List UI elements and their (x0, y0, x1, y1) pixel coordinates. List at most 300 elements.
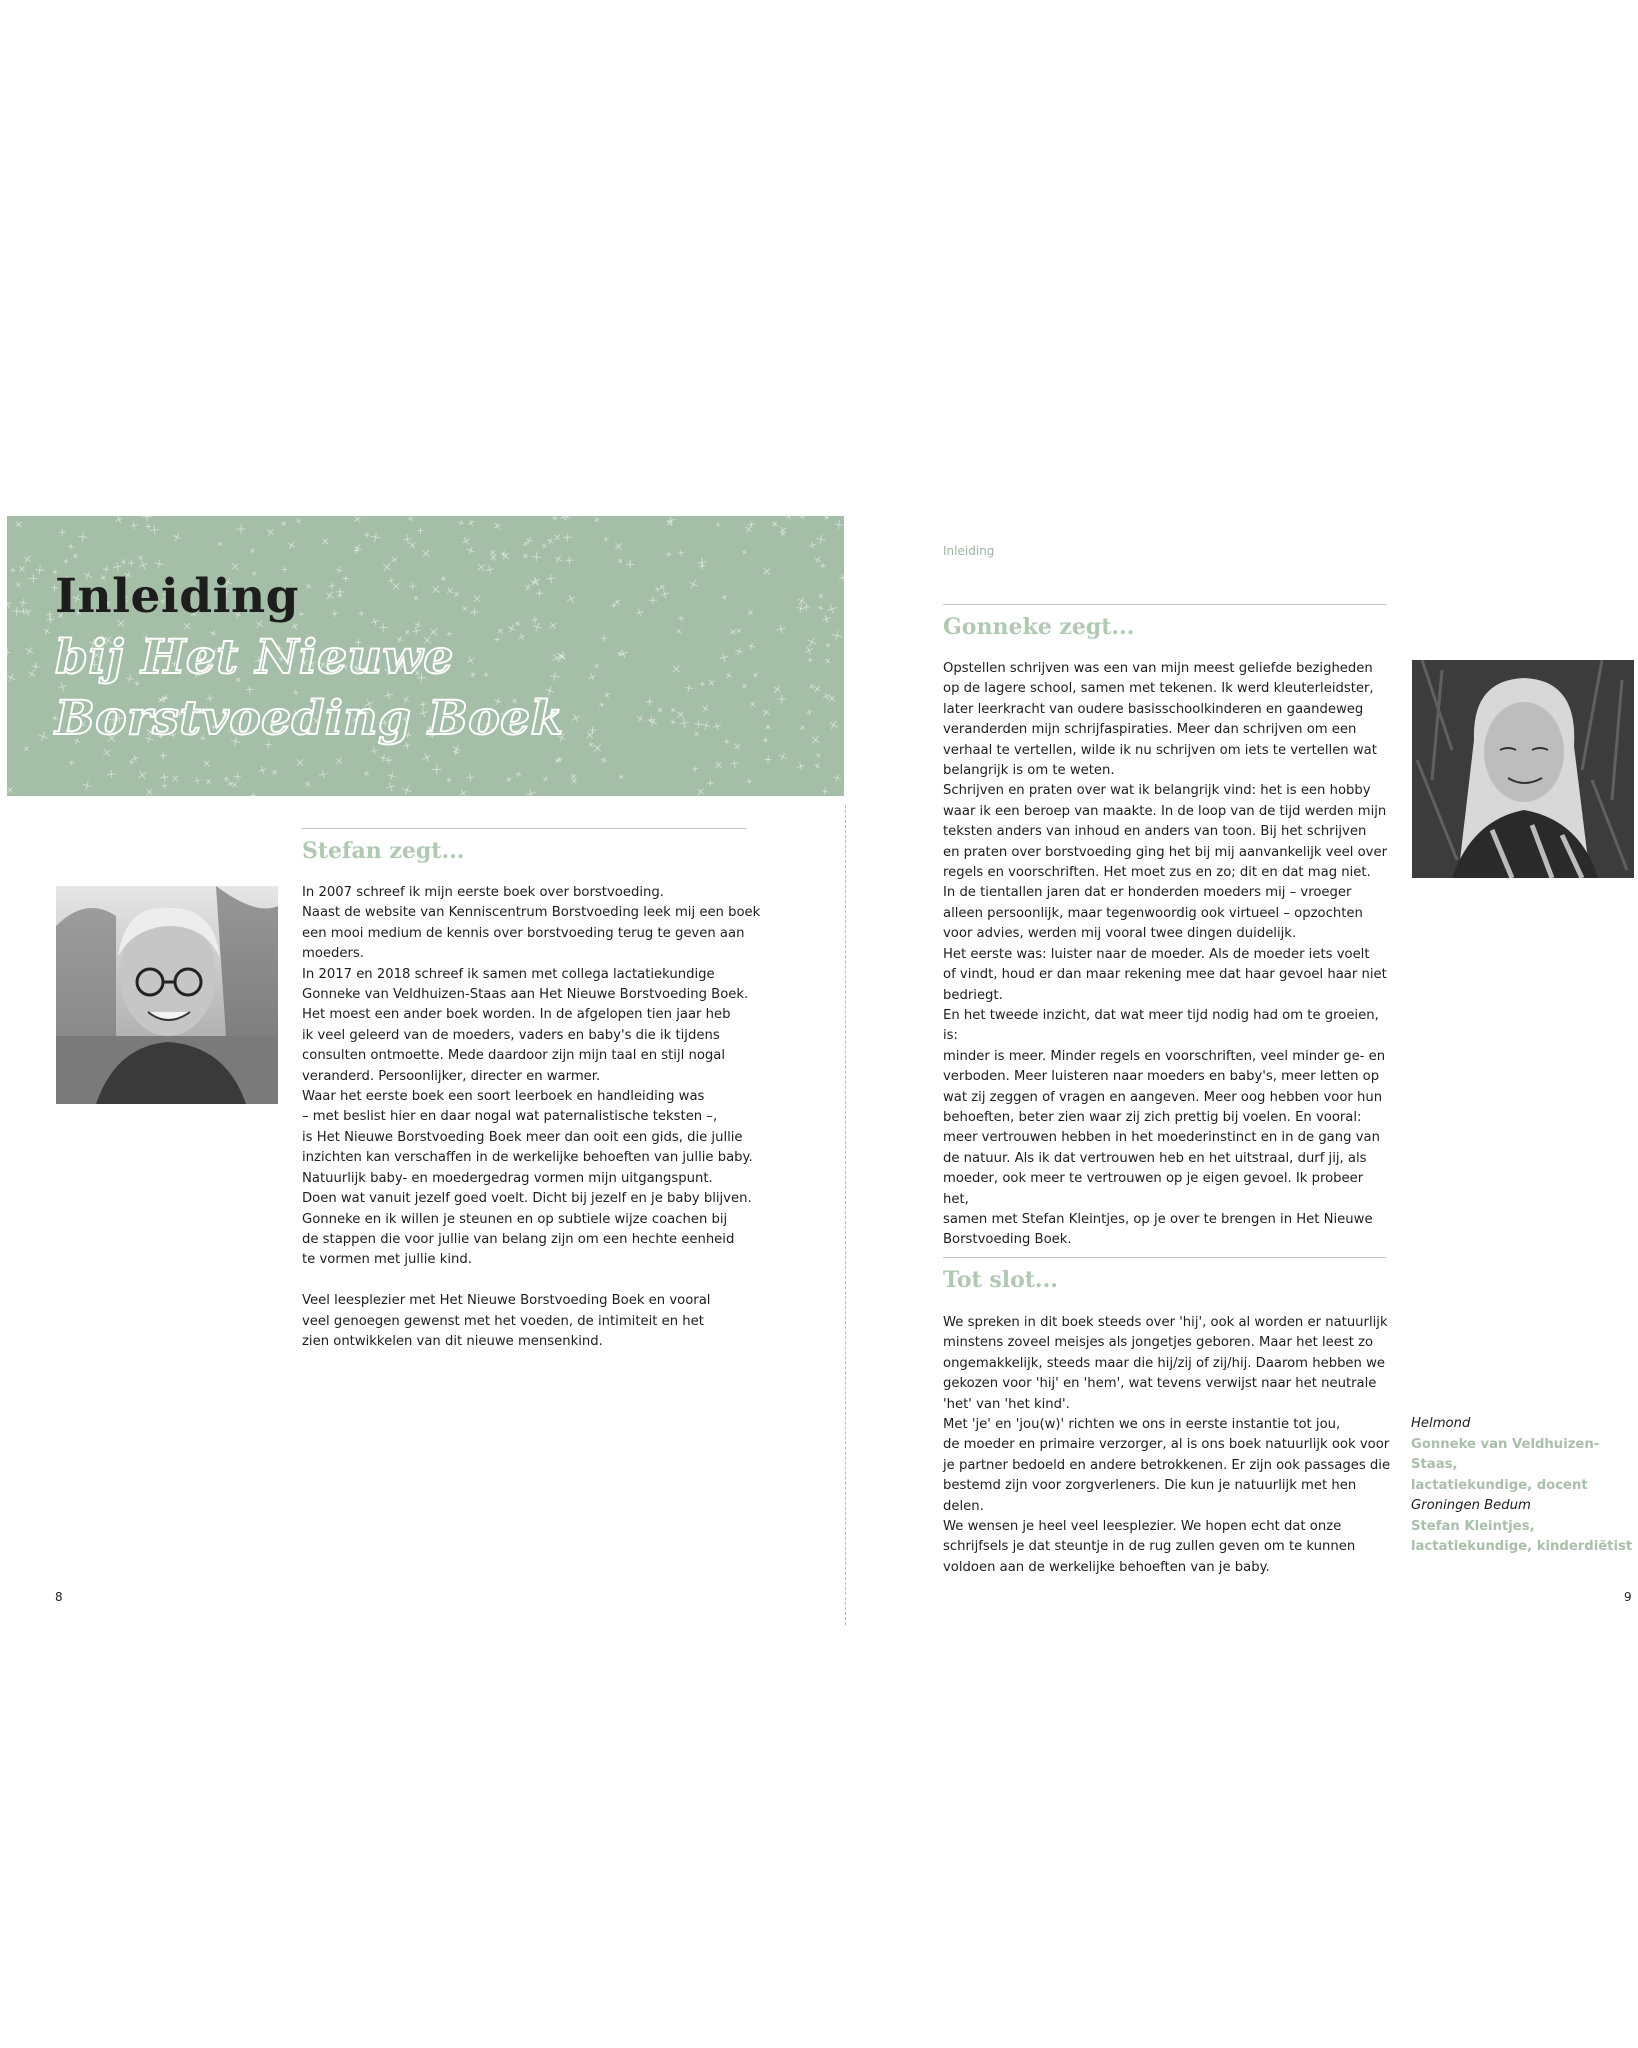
sparkle-mark (587, 741, 595, 749)
page-number-left: 8 (55, 1590, 63, 1604)
sparkle-mark (352, 516, 363, 525)
sparkle-mark (693, 730, 700, 737)
sparkle-mark (107, 770, 116, 779)
sparkle-mark (732, 742, 742, 752)
text-line: wat zij zeggen of vragen en aangeven. Meer oog hebben voor hun (943, 1089, 1383, 1105)
sparkle-mark (570, 776, 579, 785)
sparkle-mark (26, 668, 38, 680)
gonneke-portrait-photo (1412, 660, 1634, 878)
sparkle-mark (14, 581, 22, 589)
sparkle-mark (458, 788, 469, 796)
sparkle-mark (68, 759, 74, 765)
text-line: veel genoegen gewenst met het voeden, de intimiteit en het (302, 1313, 704, 1329)
sparkle-mark (654, 586, 661, 593)
sparkle-mark (202, 758, 212, 768)
text-line: Gonneke en ik willen je steunen en op subtiele wijze coachen bij (302, 1211, 728, 1227)
sparkle-mark (320, 536, 331, 547)
text-line: een mooi medium de kennis over borstvoeding terug te geven aan (302, 925, 745, 941)
sparkle-mark (634, 607, 644, 617)
sparkle-mark (779, 530, 786, 537)
text-line: Met 'je' en 'jou(w)' richten we ons in eerste instantie tot jou, (943, 1417, 1341, 1433)
sparkle-mark (692, 766, 698, 772)
text-line: belangrijk is om te weten. (943, 763, 1115, 779)
sparkle-mark (764, 755, 772, 763)
sparkle-mark (784, 516, 794, 522)
portrait-photo-icon (56, 886, 278, 1104)
sparkle-mark (593, 516, 601, 524)
sparkle-mark (18, 598, 28, 608)
stefan-text (302, 883, 772, 1352)
sparkle-mark (796, 761, 806, 771)
sparkle-mark (248, 547, 256, 555)
text-line: voor advies, werden mij vooral twee dingen duidelijk. (943, 926, 1297, 942)
sparkle-mark (677, 549, 685, 557)
sparkle-mark (505, 776, 512, 783)
text-line: inzichten kan verschaffen in de werkelijke behoeften van jullie baby. (302, 1150, 753, 1166)
sparkle-mark (817, 592, 825, 600)
sparkle-mark (551, 516, 558, 522)
sparkle-mark (730, 759, 740, 769)
sparkle-mark (417, 527, 424, 534)
text-line: We wensen je heel veel leesplezier. We hopen echt dat onze (943, 1519, 1342, 1535)
sparkle-mark (71, 552, 79, 560)
sparkle-mark (798, 516, 807, 521)
sparkle-mark (740, 548, 748, 556)
signature-place: Groningen Bedum (1411, 1498, 1531, 1513)
sparkle-mark (128, 759, 135, 766)
text-line: meer vertrouwen hebben in het moederinstinct en in de gang van (943, 1130, 1380, 1146)
sparkle-mark (251, 793, 256, 796)
text-line: je partner bedoeld en andere betrokkenen. Er zijn ook passages die (943, 1457, 1391, 1473)
sparkle-mark (820, 563, 826, 569)
title-line-1: Inleiding (55, 569, 300, 624)
sparkle-mark (466, 773, 475, 782)
text-line: 'het' van 'het kind'. (943, 1396, 1070, 1412)
text-line: Het eerste was: luister naar de moeder. Als de moeder iets voelt (943, 946, 1370, 962)
sparkle-mark (545, 536, 555, 546)
sparkle-mark (22, 744, 31, 753)
gonneke-text (943, 659, 1393, 1251)
sparkle-mark (747, 642, 755, 650)
sparkle-mark (812, 554, 823, 565)
sparkle-mark (678, 615, 684, 621)
sparkle-mark (701, 720, 712, 731)
sparkle-mark (808, 541, 817, 550)
sparkle-mark (587, 672, 598, 683)
sparkle-mark (31, 662, 40, 671)
sparkle-mark (724, 671, 733, 680)
sparkle-mark (603, 691, 611, 699)
sparkle-mark (407, 540, 417, 550)
sparkle-mark (14, 519, 24, 529)
sparkle-mark (233, 772, 242, 781)
sparkle-mark (553, 553, 564, 564)
sparkle-mark (740, 682, 748, 690)
sparkle-mark (666, 551, 672, 557)
sparkle-mark (130, 521, 138, 529)
sparkle-mark (445, 776, 452, 783)
text-line: ongemakkelijk, steeds maar die hij/zij of zij/hij. Daarom hebben we (943, 1355, 1385, 1371)
sparkle-mark (407, 516, 415, 523)
sparkle-mark (700, 703, 711, 714)
sparkle-mark (809, 733, 823, 747)
signature-stefan (1411, 1496, 1632, 1558)
text-line: bestemd zijn voor zorgverleners. Die kun je natuurlijk met hen delen. (943, 1478, 1357, 1514)
sparkle-mark (646, 698, 654, 706)
sparkle-mark (616, 557, 624, 565)
sparkle-mark (734, 646, 744, 656)
sparkle-mark (387, 771, 397, 781)
sparkle-mark (598, 701, 605, 708)
sparkle-mark (760, 564, 774, 578)
sparkle-mark (419, 547, 432, 560)
sparkle-mark (656, 706, 664, 714)
text-line: gekozen voor 'hij' en 'hem', wat tevens verwijst naar het neutrale (943, 1376, 1377, 1392)
sparkle-mark (699, 681, 706, 688)
sparkle-mark (721, 593, 728, 600)
text-line: de stappen die voor jullie van belang zijn om een hechte eenheid (302, 1231, 735, 1247)
sparkle-mark (694, 785, 706, 796)
sparkle-mark (593, 662, 601, 670)
sparkle-mark (401, 784, 413, 796)
sparkle-mark (280, 520, 287, 527)
sparkle-mark (664, 518, 674, 528)
sparkle-mark (120, 558, 127, 565)
sparkle-mark (113, 516, 124, 525)
sparkle-mark (552, 532, 563, 543)
text-line: op de lagere school, samen met tekenen. Ik werd kleuterleidster, (943, 681, 1374, 697)
sparkle-mark (565, 593, 577, 605)
sparkle-mark (799, 724, 807, 732)
sparkle-mark (735, 627, 743, 635)
signature-name: Stefan Kleintjes, (1411, 1518, 1535, 1534)
sparkle-mark (7, 649, 11, 656)
text-line: In de tientallen jaren dat er honderden moeders mij – vroeger (943, 885, 1352, 901)
sparkle-mark (775, 623, 786, 634)
sparkle-mark (807, 657, 814, 664)
text-line: ik veel geleerd van de moeders, vaders en baby's die ik tijdens (302, 1027, 720, 1043)
sparkle-mark (294, 517, 302, 525)
text-line: alleen persoonlijk, maar tegenwoordig ook virtueel – opzochten (943, 905, 1363, 921)
sparkle-mark (333, 755, 345, 767)
sparkle-mark (223, 775, 230, 782)
sparkle-mark (745, 777, 753, 785)
sparkle-mark (818, 605, 824, 611)
sparkle-mark (522, 540, 530, 548)
sparkle-mark (465, 545, 475, 555)
text-line: Schrijven en praten over wat ik belangrijk vind: het is een hobby (943, 783, 1371, 799)
sparkle-mark (712, 759, 725, 772)
sparkle-mark (649, 596, 657, 604)
sparkle-mark (658, 583, 666, 591)
sparkle-mark (815, 752, 822, 759)
sparkle-mark (771, 683, 784, 696)
sparkle-mark (12, 607, 21, 616)
text-line: In 2017 en 2018 schreef ik samen met collega lactatiekundige (302, 966, 715, 982)
text-line: En het tweede inzicht, dat wat meer tijd nodig had om te groeien, is: (943, 1007, 1379, 1044)
sparkle-mark (796, 603, 806, 613)
sparkle-mark (193, 776, 201, 784)
sparkle-mark (625, 560, 634, 569)
sparkle-mark (10, 567, 16, 573)
sparkle-mark (563, 533, 572, 542)
sparkle-mark (670, 662, 683, 675)
sparkle-mark (7, 672, 17, 684)
page-number-right: 9 (1624, 1590, 1632, 1604)
text-line: Opstellen schrijven was een van mijn meest geliefde bezigheden (943, 661, 1373, 676)
sparkle-mark (669, 706, 677, 714)
sparkle-mark (770, 519, 779, 528)
sparkle-mark (23, 645, 36, 658)
sparkle-mark (675, 628, 683, 636)
sparkle-mark (602, 536, 609, 543)
sparkle-mark (806, 709, 813, 716)
sparkle-mark (760, 706, 772, 718)
sparkle-mark (724, 739, 730, 745)
text-line: moeders. (302, 946, 364, 962)
text-line: moeder, ook meer te vertrouwen op je eigen gevoel. Ik probeer het, (943, 1171, 1364, 1207)
sparkle-mark (687, 578, 700, 591)
text-line: schrijfsels je dat steuntje in de rug zullen geven om te kunnen (943, 1539, 1356, 1555)
text-line: Waar het eerste boek een soort leerboek en handleiding was (302, 1089, 705, 1105)
text-line: en praten over borstvoeding ging het bij mij aanvankelijk veel over (943, 844, 1388, 860)
text-line: later leerkracht van oudere basisschoolkinderen en gaandeweg (943, 701, 1364, 717)
sparkle-mark (294, 756, 306, 768)
running-head: Inleiding (943, 544, 995, 558)
portrait-photo-icon (1412, 660, 1634, 878)
sparkle-mark (697, 557, 708, 568)
signature-role: lactatiekundige, kinderdiëtist (1411, 1539, 1633, 1554)
closing-heading: Tot slot... (943, 1267, 1058, 1293)
sparkle-mark (826, 603, 838, 615)
sparkle-mark (136, 768, 149, 781)
sparkle-mark (660, 589, 670, 599)
sparkle-mark (825, 642, 832, 649)
text-line: Borstvoeding Boek. (943, 1232, 1072, 1248)
sparkle-mark (270, 768, 278, 776)
sparkle-mark (364, 531, 371, 538)
sparkle-mark (635, 714, 645, 724)
sparkle-mark (59, 529, 66, 536)
text-line: minder is meer. Minder regels en voorschriften, veel minder ge- en (943, 1048, 1386, 1064)
sparkle-mark (389, 555, 399, 565)
section-rule (943, 1257, 1386, 1258)
sparkle-mark (17, 564, 28, 575)
sparkle-mark (599, 756, 608, 765)
text-line: Naast de website van Kenniscentrum Borstvoeding leek mij een boek (302, 905, 761, 921)
sparkle-mark (834, 520, 844, 530)
text-line: is Het Nieuwe Borstvoeding Boek meer dan ooit een gids, die jullie (302, 1129, 743, 1145)
sparkle-mark (145, 524, 151, 530)
sparkle-mark (303, 779, 313, 789)
sparkle-mark (803, 603, 810, 610)
sparkle-mark (522, 552, 529, 559)
text-line: minstens zoveel meisjes als jongetjes geboren. Maar het leest zo (943, 1335, 1374, 1351)
sparkle-mark (318, 769, 329, 780)
title-line-2: bij Het Nieuwe (55, 630, 454, 685)
signature-name: Gonneke van Veldhuizen-Staas, (1411, 1436, 1600, 1472)
sparkle-mark (421, 751, 434, 764)
text-line: In 2007 schreef ik mijn eerste boek over borstvoeding. (302, 885, 664, 900)
sparkle-mark (21, 553, 33, 565)
text-line: behoeften, beter zien waar zij zich prettig bij voelen. En vooral: (943, 1109, 1362, 1125)
sparkle-mark (531, 552, 541, 562)
sparkle-mark (684, 684, 693, 693)
text-line: Het moest een ander boek worden. In de afgelopen tien jaar heb (302, 1007, 731, 1023)
sparkle-mark (136, 553, 145, 562)
sparkle-mark (145, 787, 155, 796)
sparkle-mark (748, 521, 755, 528)
sparkle-mark (648, 717, 659, 728)
sparkle-mark (385, 781, 397, 793)
sparkle-mark (7, 784, 16, 795)
sparkle-mark (385, 756, 394, 765)
title-line-3: Borstvoeding Boek (55, 691, 564, 746)
sparkle-mark (570, 712, 583, 725)
text-line: voldoen aan de werkelijke behoeften van je baby. (943, 1559, 1270, 1575)
sparkle-mark (777, 694, 786, 703)
stefan-heading: Stefan zegt... (302, 838, 465, 864)
sparkle-mark (612, 540, 624, 552)
sparkle-mark (37, 730, 50, 743)
sparkle-mark (728, 627, 738, 637)
sparkle-mark (159, 752, 167, 760)
sparkle-mark (500, 550, 512, 562)
sparkle-mark (204, 777, 213, 786)
sparkle-mark (748, 699, 758, 709)
sparkle-mark (542, 775, 549, 782)
sparkle-mark (258, 765, 268, 775)
sparkle-mark (823, 516, 830, 521)
sparkle-mark (170, 773, 181, 784)
text-line: of vindt, houd er dan maar rekening mee dat haar gevoel haar niet (943, 967, 1387, 983)
sparkle-mark (763, 737, 769, 743)
text-line: veranderden mijn schrijfaspiraties. Meer dan schrijven om een (943, 722, 1357, 738)
text-line: te vormen met jullie kind. (302, 1252, 472, 1268)
text-line: Doen wat vanuit jezelf goed voelt. Dicht bij jezelf en je baby blijven. (302, 1191, 752, 1207)
sparkle-mark (679, 718, 690, 729)
text-line: verhaal te vertellen, wilde ik nu schrijven om iets te vertellen wat (943, 742, 1377, 758)
chapter-title (55, 566, 564, 749)
sparkle-mark (707, 780, 714, 787)
text-line: verboden. Meer luisteren naar moeders en baby's, meer letten op (943, 1069, 1380, 1085)
sparkle-mark (746, 608, 755, 617)
page-fold-divider (845, 805, 846, 1625)
sparkle-mark (712, 721, 722, 731)
sparkle-mark (7, 599, 13, 610)
sparkle-mark (171, 531, 183, 543)
sparkle-mark (41, 626, 52, 637)
text-line: zien ontwikkelen van dit nieuwe mensenkind. (302, 1333, 603, 1349)
sparkle-mark (540, 542, 548, 550)
sparkle-mark (816, 534, 827, 545)
sparkle-mark (831, 630, 843, 642)
sparkle-mark (821, 613, 832, 624)
sparkle-mark (467, 518, 476, 527)
sparkle-mark (670, 719, 677, 726)
sparkle-mark (370, 531, 381, 542)
text-line: de natuur. Als ik dat vertrouwen heb en het uitstraal, durf jij, als (943, 1150, 1367, 1166)
sparkle-mark (432, 764, 442, 774)
sparkle-mark (35, 565, 45, 575)
sparkle-mark (718, 652, 729, 663)
section-rule (943, 604, 1386, 605)
sparkle-mark (706, 678, 716, 688)
sparkle-mark (142, 516, 151, 522)
text-line: veranderd. Persoonlijker, directer en warmer. (302, 1068, 601, 1084)
sparkle-mark (833, 773, 842, 782)
sparkle-mark (159, 772, 169, 782)
text-line: We spreken in dit boek steeds over 'hij', ook al worden er natuurlijk (943, 1315, 1388, 1330)
sparkle-mark (353, 543, 364, 554)
signature-gonneke (1411, 1414, 1638, 1496)
text-line: de moeder en primaire verzorger, al is ons boek natuurlijk ook voor (943, 1437, 1390, 1453)
text-line: bedriegt. (943, 987, 1003, 1003)
sparkle-mark (458, 519, 465, 526)
signature-place: Helmond (1411, 1416, 1471, 1431)
sparkle-mark (28, 574, 38, 584)
sparkle-mark (752, 671, 759, 678)
sparkle-mark (618, 773, 625, 780)
closing-text (943, 1313, 1393, 1578)
sparkle-mark (823, 656, 833, 666)
text-line: regels en voorschriften. Het moet zus en zo; dit en dat mag niet. (943, 865, 1371, 881)
sparkle-mark (803, 644, 815, 656)
text-line: Veel leesplezier met Het Nieuwe Borstvoeding Boek en vooral (302, 1293, 711, 1309)
sparkle-mark (838, 573, 844, 581)
sparkle-mark (600, 635, 607, 642)
sparkle-mark (161, 782, 169, 790)
text-line: consulten ontmoette. Mede daardoor zijn mijn taal en stijl nogal (302, 1048, 726, 1064)
sparkle-mark (764, 723, 772, 731)
title-banner (7, 516, 844, 796)
sparkle-mark (515, 771, 523, 779)
sparkle-mark (525, 788, 536, 796)
text-line: samen met Stefan Kleintjes, op je over te brengen in Het Nieuwe (943, 1211, 1373, 1227)
gonneke-heading: Gonneke zegt... (943, 614, 1135, 640)
text-line: teksten anders van inhoud en anders van toon. Bij het schrijven (943, 824, 1367, 840)
sparkle-mark (492, 521, 503, 532)
text-line: Gonneke van Veldhuizen-Staas aan Het Nieuwe Borstvoeding Boek. (302, 987, 749, 1003)
text-line: Natuurlijk baby- en moedergedrag vormen mijn uitgangspunt. (302, 1170, 713, 1186)
sparkle-mark (821, 788, 828, 795)
sparkle-mark (286, 540, 298, 552)
sparkle-mark (460, 535, 471, 546)
sparkle-mark (715, 522, 721, 528)
sparkle-mark (265, 526, 277, 538)
sparkle-mark (777, 751, 789, 763)
text-line: waar ik een beroep van maakte. In de loop van de tijd werden mijn (943, 803, 1387, 819)
text-line: – met beslist hier en daar nogal wat paternalistische teksten –, (302, 1109, 718, 1125)
sparkle-mark (675, 709, 687, 721)
sparkle-mark (813, 762, 821, 770)
sparkle-mark (827, 718, 840, 731)
sparkle-mark (78, 532, 88, 542)
sparkle-mark (237, 525, 246, 534)
sparkle-mark (63, 558, 70, 565)
stefan-portrait-photo (56, 886, 278, 1104)
signature-role: lactatiekundige, docent (1411, 1477, 1588, 1493)
sparkle-mark (81, 780, 92, 791)
section-rule (302, 828, 746, 829)
sparkle-mark (67, 543, 74, 550)
sparkle-mark (46, 611, 53, 618)
sparkle-mark (362, 770, 370, 778)
sparkle-mark (379, 753, 388, 762)
sparkle-mark (565, 556, 573, 564)
sparkle-mark (402, 534, 413, 545)
sparkle-mark (694, 720, 702, 728)
